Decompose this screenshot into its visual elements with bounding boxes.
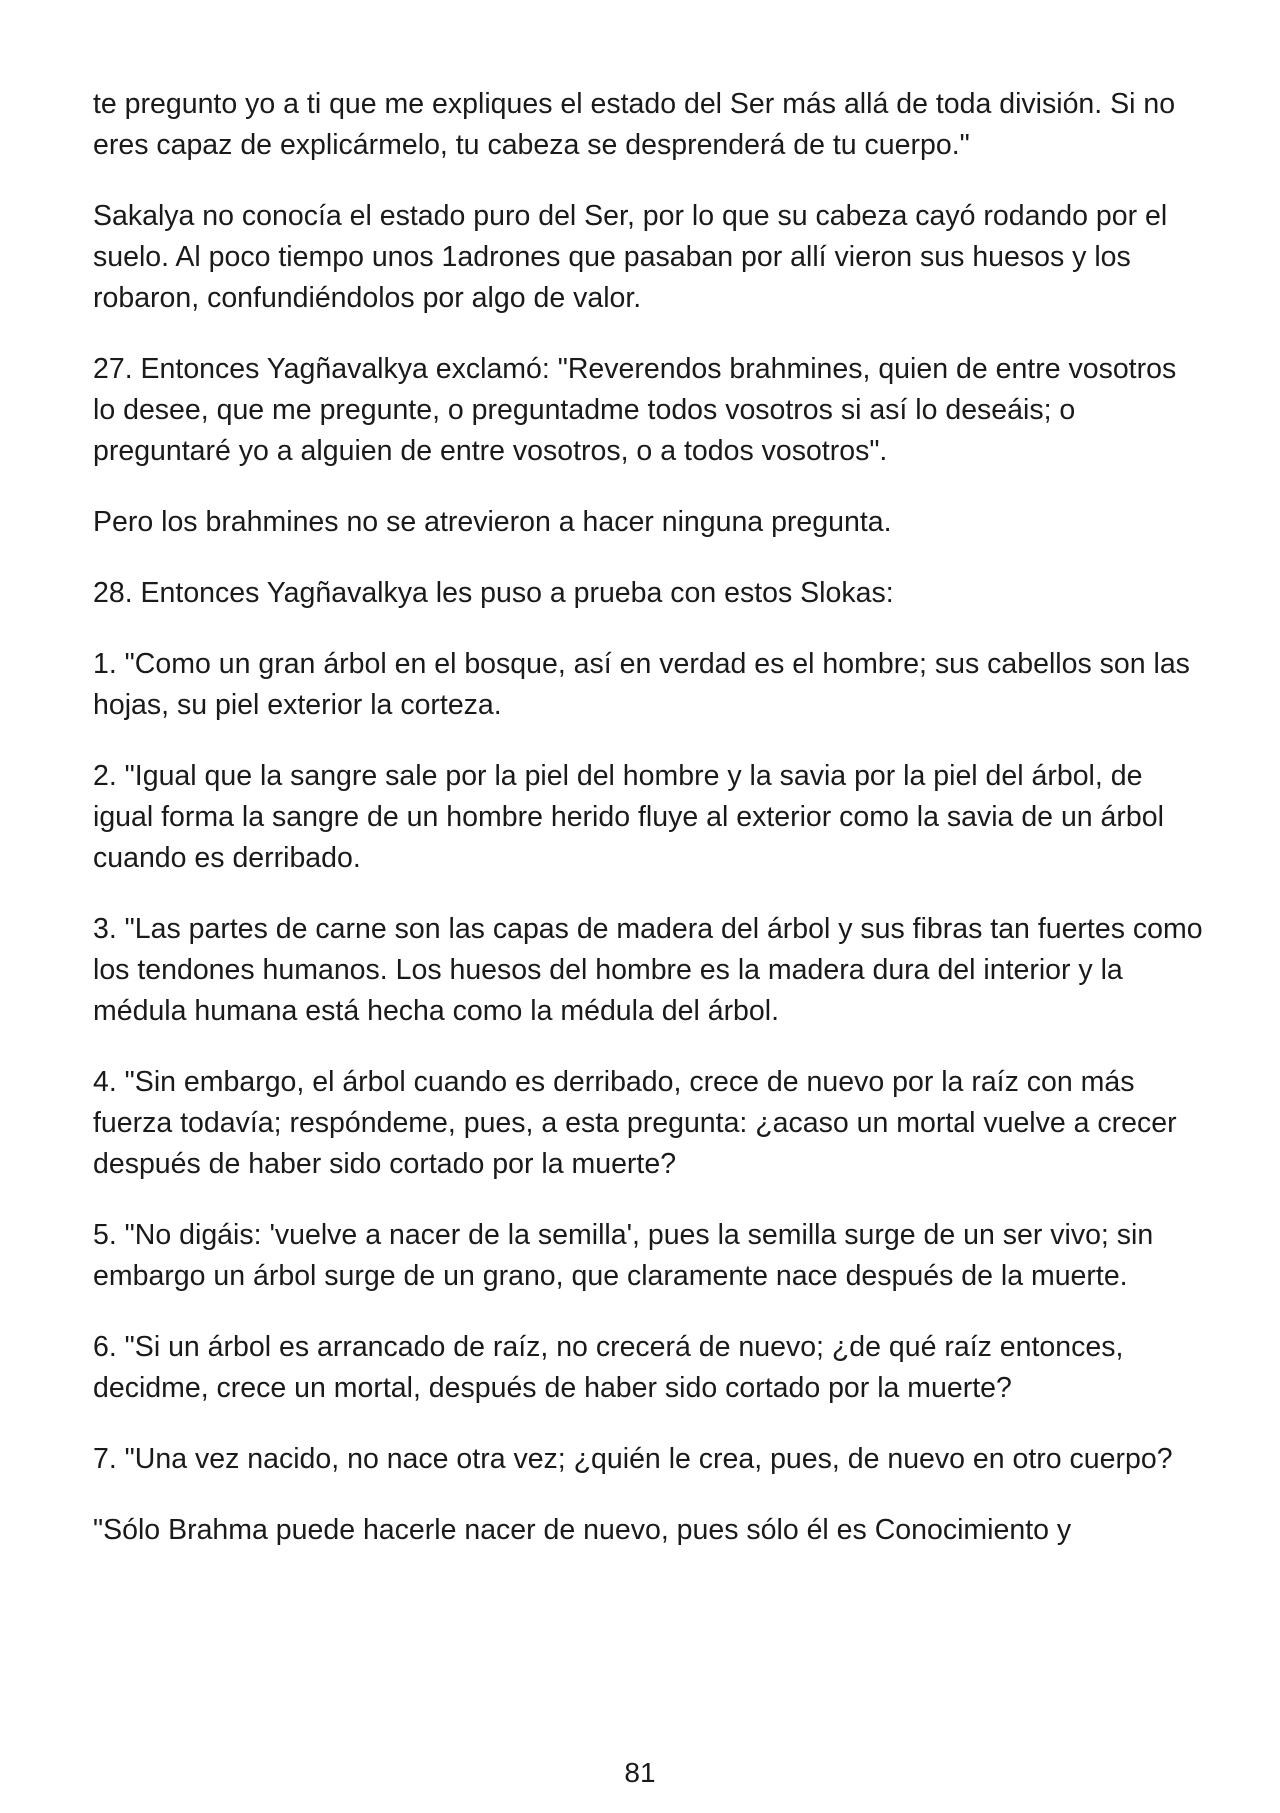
- paragraph-sakalya: Sakalya no conocía el estado puro del Ser, por lo que su cabeza cayó rodando por el suelo. Al poco tiempo unos 1adrones que pasaban por allí vieron sus huesos y los robaron, confundiéndolos por algo de valor.: [93, 200, 1168, 314]
- paragraph-sloka-6: 6. "Si un árbol es arrancado de raíz, no crecerá de nuevo; ¿de qué raíz entonces, decidme, crece un mortal, después de haber sido cortado por la muerte?: [93, 1331, 1124, 1404]
- paragraph-continuation: te pregunto yo a ti que me expliques el estado del Ser más allá de toda división. Si no eres capaz de explicármelo, tu cabeza se desprenderá de tu cuerpo.": [93, 88, 1176, 161]
- paragraph-sloka-5: 5. "No digáis: 'vuelve a nacer de la semilla', pues la semilla surge de un ser vivo; sin embargo un árbol surge de un grano, que claramente nace después de la muerte.: [93, 1219, 1154, 1292]
- paragraph-verse-28: 28. Entonces Yagñavalkya les puso a prueba con estos Slokas:: [93, 577, 894, 609]
- paragraph-sloka-4: 4. "Sin embargo, el árbol cuando es derribado, crece de nuevo por la raíz con más fuerza todavía; respóndeme, pues, a esta pregunta: ¿acaso un mortal vuelve a crecer después de haber sido cortado por la muerte?: [93, 1066, 1177, 1180]
- page-body-text: [93, 84, 1203, 1581]
- paragraph-brahmines: Pero los brahmines no se atrevieron a hacer ninguna pregunta.: [93, 506, 892, 538]
- paragraph-sloka-1: 1. "Como un gran árbol en el bosque, así en verdad es el hombre; sus cabellos son las hojas, su piel exterior la corteza.: [93, 648, 1190, 721]
- page-number: 81: [624, 1757, 656, 1788]
- paragraph-sloka-3: 3. "Las partes de carne son las capas de madera del árbol y sus fibras tan fuertes como los tendones humanos. Los huesos del hombre es la madera dura del interior y la médula humana está hecha como la médula del árbol.: [93, 913, 1203, 1027]
- paragraph-brahma: "Sólo Brahma puede hacerle nacer de nuevo, pues sólo él es Conocimiento y: [93, 1514, 1072, 1546]
- paragraph-sloka-7: 7. "Una vez nacido, no nace otra vez; ¿quién le crea, pues, de nuevo en otro cuerpo?: [93, 1443, 1173, 1475]
- paragraph-sloka-2: 2. "Igual que la sangre sale por la piel del hombre y la savia por la piel del árbol, de igual forma la sangre de un hombre herido fluye al exterior como la savia de un árbol cuando es derribado.: [93, 760, 1164, 874]
- paragraph-verse-27: 27. Entonces Yagñavalkya exclamó: "Reverendos brahmines, quien de entre vosotros lo desee, que me pregunte, o preguntadme todos vosotros si así lo deseáis; o preguntaré yo a alguien de entre vosotros, o a todos vosotros".: [93, 353, 1177, 467]
